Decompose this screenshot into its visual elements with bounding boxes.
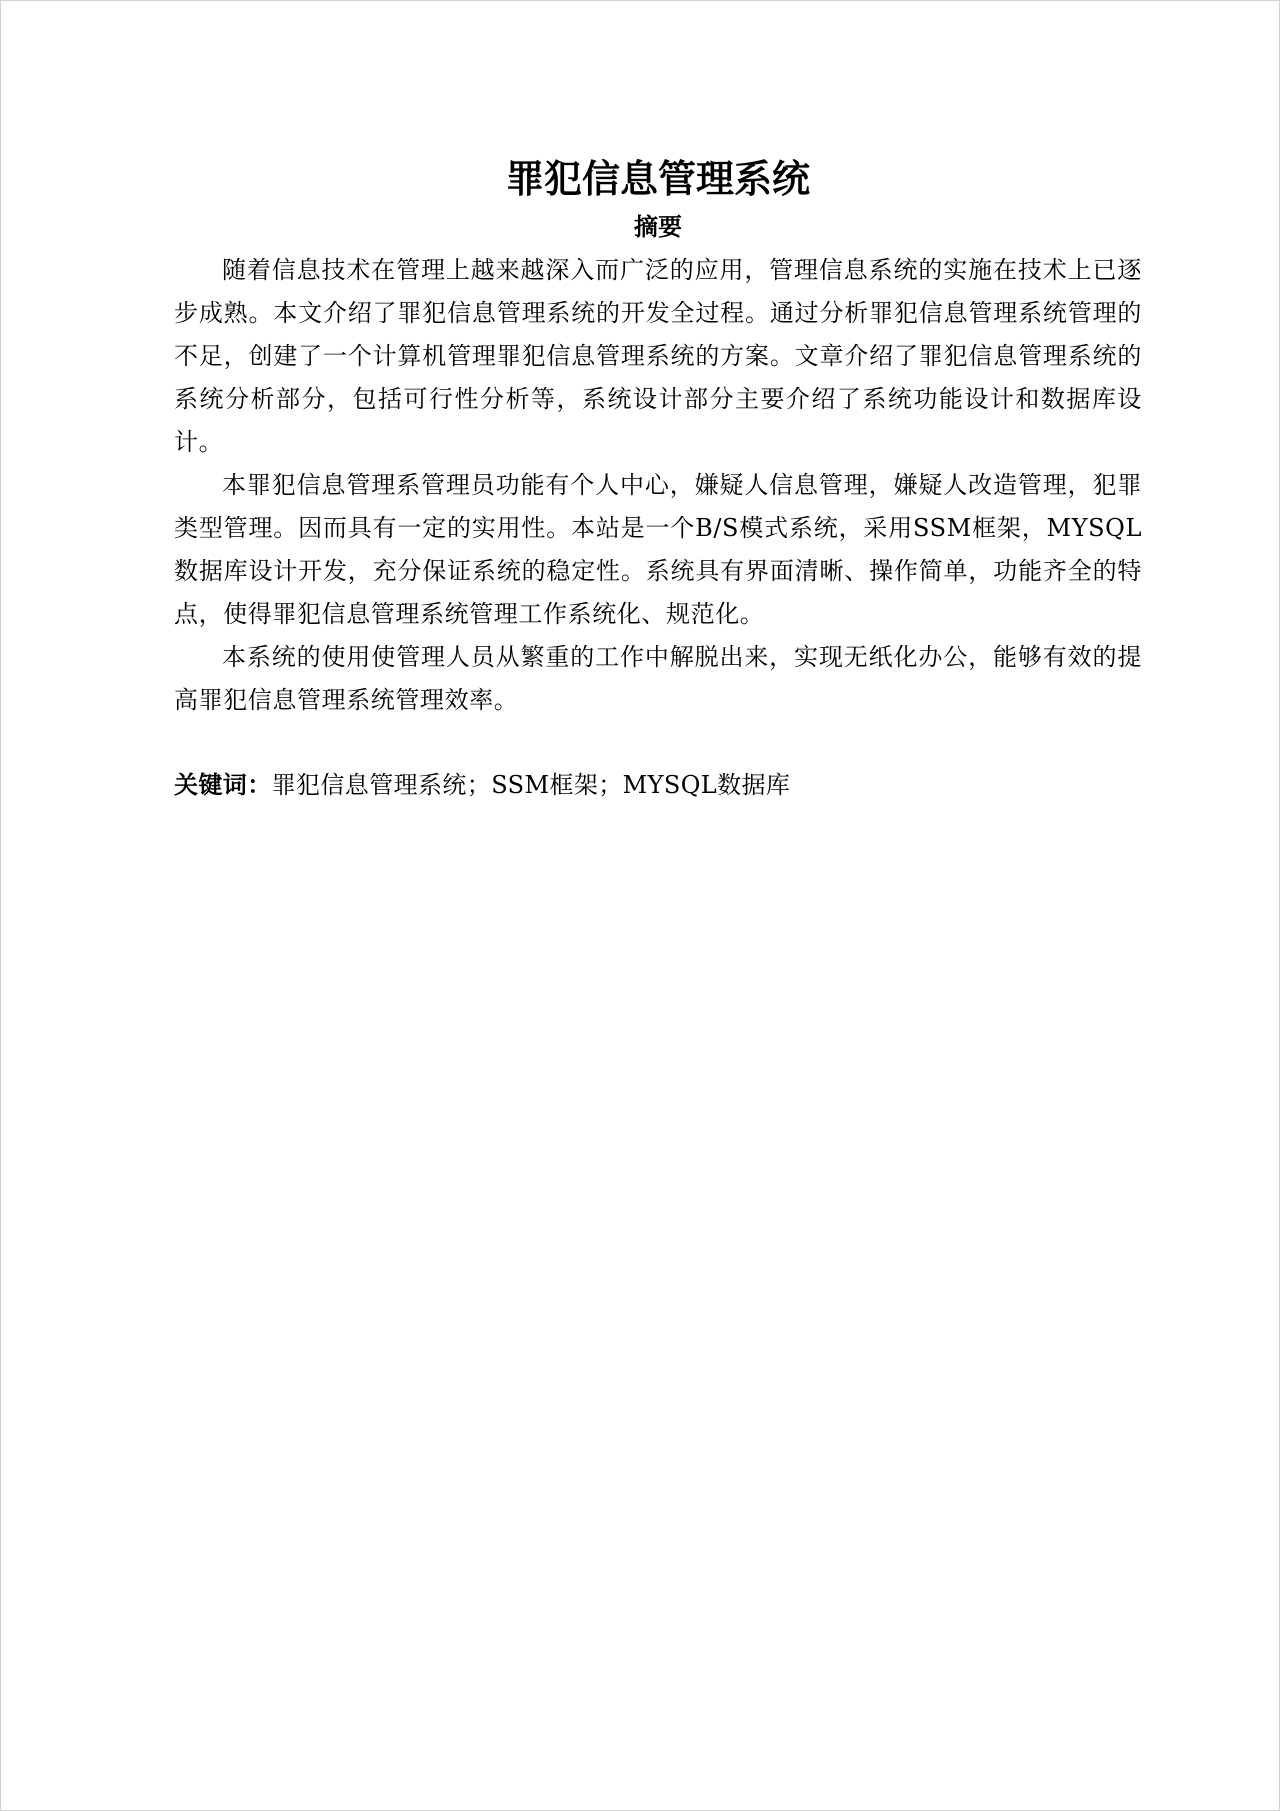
document-content xyxy=(174,149,1142,807)
document-title: 罪犯信息管理系统 xyxy=(505,157,810,201)
abstract-paragraph-3: 本系统的使用使管理人员从繁重的工作中解脱出来，实现无纸化办公，能够有效的提高罪犯信息管理系统管理效率。 xyxy=(174,643,1142,714)
abstract-paragraph-1: 随着信息技术在管理上越来越深入而广泛的应用，管理信息系统的实施在技术上已逐步成熟。本文介绍了罪犯信息管理系统的开发全过程。通过分析罪犯信息管理系统管理的不足，创建了一个计算机管理罪犯信息管理系统的方案。文章介绍了罪犯信息管理系统的系统分析部分，包括可行性分析等，系统设计部分主要介绍了系统功能设计和数据库设计。 xyxy=(174,256,1142,456)
keywords-value: 罪犯信息管理系统；SSM框架；MYSQL数据库 xyxy=(271,771,791,799)
keywords-label: 关键词： xyxy=(174,770,272,799)
abstract-paragraph-2: 本罪犯信息管理系管理员功能有个人中心，嫌疑人信息管理，嫌疑人改造管理，犯罪类型管理。因而具有一定的实用性。本站是一个B/S模式系统，采用SSM框架，MYSQL数据库设计开发，充分保证系统的稳定性。系统具有界面清晰、操作简单，功能齐全的特点，使得罪犯信息管理系统管理工作系统化、规范化。 xyxy=(174,471,1142,628)
keywords-line xyxy=(174,763,1142,807)
abstract-heading: 摘要 xyxy=(634,213,682,241)
